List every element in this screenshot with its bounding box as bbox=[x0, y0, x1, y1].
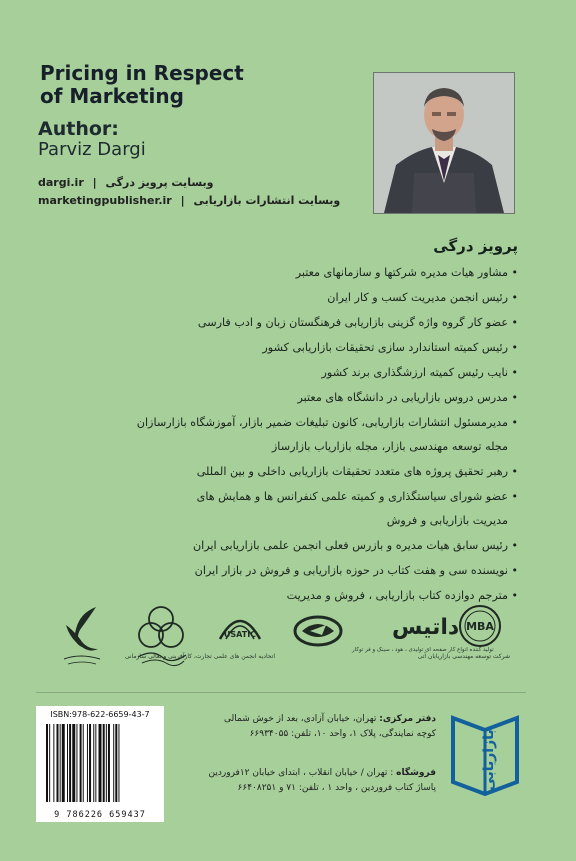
bird-logo-icon bbox=[60, 603, 104, 673]
mba-caption: شرکت توسعه مهندسی بازاریابان آتی bbox=[417, 653, 510, 660]
office-address-line-1: دفتر مرکزی: تهران، خیابان آزادی، بعد از خوش شمالی bbox=[224, 714, 436, 724]
usatic-logo-text: USATIC bbox=[223, 630, 257, 639]
barcode-bar bbox=[106, 724, 107, 802]
barcode-bar bbox=[53, 724, 54, 802]
barcode-bar bbox=[69, 724, 71, 802]
book-title-line-1: Pricing in Respect bbox=[40, 61, 244, 85]
datis-logo-icon: داتیس bbox=[392, 615, 460, 640]
divider bbox=[36, 692, 526, 693]
bio-item: • مدیرمسئول انتشارات بازاریابی، کانون تبلیغات ضمیر بازار، آموزشگاه بازارسازان مجله توسعه مهندسی بازار، مجله بازاریاب بازارساز bbox=[58, 416, 518, 453]
barcode-digits: 9 786226 659437 bbox=[54, 810, 146, 820]
bio-item: • عضو شورای سیاستگذاری و کمیته علمی کنفرانس ها و همایش های مدیریت بازاریابی و فروش bbox=[58, 490, 518, 527]
office-label: دفتر مرکزی: bbox=[379, 714, 436, 724]
partner-logos bbox=[52, 603, 522, 673]
website-label: وبسایت پرویز درگی bbox=[105, 176, 214, 189]
barcode-bar bbox=[57, 724, 59, 802]
mba-logo-text: MBA bbox=[466, 620, 494, 633]
bio-item: • رهبر تحقیق پروژه های متعدد تحقیقات بازاریابی داخلی و بین المللی bbox=[58, 465, 518, 478]
book-title bbox=[40, 62, 340, 108]
book-title-line-2: of Marketing bbox=[40, 84, 184, 108]
author-name: Parviz Dargi bbox=[38, 139, 146, 160]
bio-item: • مدرس دروس بازاریابی در دانشگاه های معتبر bbox=[58, 391, 518, 404]
barcode-bar bbox=[80, 724, 82, 802]
office-address-line-2: کوچه نمایندگی، پلاک ۱، واحد ۱۰، تلفن: ۶۶۹۳۴۰۵۵ bbox=[249, 729, 436, 739]
barcode-bar bbox=[113, 724, 114, 802]
bio-item: • رئیس کمیته استاندارد سازی تحقیقات بازاریابی کشور bbox=[58, 341, 518, 354]
website-separator: | bbox=[92, 176, 97, 189]
barcode-bar bbox=[76, 724, 77, 802]
barcode-bar bbox=[99, 724, 102, 802]
barcode-bar bbox=[49, 724, 50, 802]
usatic-logo-icon bbox=[124, 603, 275, 660]
store-label: فروشگاه bbox=[396, 768, 436, 778]
bio-item: • نویسنده سی و هفت کتاب در حوزه بازاریابی و فروش در بازار ایران bbox=[58, 564, 518, 577]
barcode-bar bbox=[103, 724, 105, 802]
bio-item: • مشاور هیات مدیره شرکتها و سازمانهای معتبر bbox=[58, 266, 518, 279]
bio-item: • مترجم دوازده کتاب بازاریابی ، فروش و مدیریت bbox=[58, 589, 518, 602]
website-row-publisher bbox=[38, 194, 340, 207]
bio-item: • رئیس سابق هیات مدیره و بازرس فعلی انجمن علمی بازاریابی ایران bbox=[58, 539, 518, 552]
usatic-caption: اتحادیه انجمن های علمی تجارت، کارآفرینی و تعالی سازمانی bbox=[124, 653, 275, 660]
website-row-dargi bbox=[38, 176, 213, 189]
barcode-bar bbox=[46, 724, 48, 802]
barcode-icon bbox=[44, 722, 156, 808]
barcode-bar bbox=[115, 724, 117, 802]
website-url[interactable]: dargi.ir bbox=[38, 176, 84, 189]
barcode-bar bbox=[89, 724, 91, 802]
bio-list bbox=[58, 266, 518, 614]
author-photo bbox=[373, 72, 515, 214]
datis-caption: تولید کننده انواع کار صفحه ای تولیدی ، هود ، سینک و فر توکار bbox=[352, 647, 494, 653]
barcode-bar bbox=[93, 724, 94, 802]
publisher-book-logo-icon bbox=[447, 712, 523, 802]
author-portrait-image bbox=[374, 73, 514, 213]
store-address-line-1: فروشگاه : تهران / خیابان انقلاب ، ابتدای خیابان ۱۲فروردین bbox=[208, 768, 436, 778]
isbn-label: ISBN:978-622-6659-43-7 bbox=[50, 710, 150, 719]
bio-item: • عضو کار گروه واژه گزینی بازاریابی فرهنگستان زبان و ادب فارسی bbox=[58, 316, 518, 329]
bio-item: • رئیس انجمن مدیریت کسب و کار ایران bbox=[58, 291, 518, 304]
rings-logo-icon bbox=[132, 605, 190, 673]
isbn-barcode-box bbox=[36, 706, 164, 822]
barcode-bar bbox=[67, 724, 68, 802]
website-separator: | bbox=[180, 194, 185, 207]
website-label: وبسایت انتشارات بازاریابی bbox=[193, 194, 341, 207]
barcode-bar bbox=[87, 724, 88, 802]
barcode-bar bbox=[108, 724, 110, 802]
website-url[interactable]: marketingpublisher.ir bbox=[38, 194, 172, 207]
publisher-name: بازاریابی bbox=[481, 729, 497, 791]
barcode-bar bbox=[72, 724, 75, 802]
barcode-bar bbox=[60, 724, 61, 802]
store-address-line-2: پاساژ کتاب فروردین ، واحد ۱ ، تلفن: ۷۱ و ۶۶۴۰۸۲۵۱ bbox=[237, 783, 436, 793]
author-label: Author: bbox=[38, 118, 119, 140]
bio-heading: پرویز درگی bbox=[433, 237, 518, 255]
datis-emblem-icon bbox=[292, 613, 344, 653]
barcode-bar bbox=[83, 724, 84, 802]
barcode-bar bbox=[62, 724, 65, 802]
bio-item: • نایب رئیس کمیته ارزشگذاری برند کشور bbox=[58, 366, 518, 379]
barcode-bar bbox=[95, 724, 96, 802]
barcode-bar bbox=[118, 724, 119, 802]
